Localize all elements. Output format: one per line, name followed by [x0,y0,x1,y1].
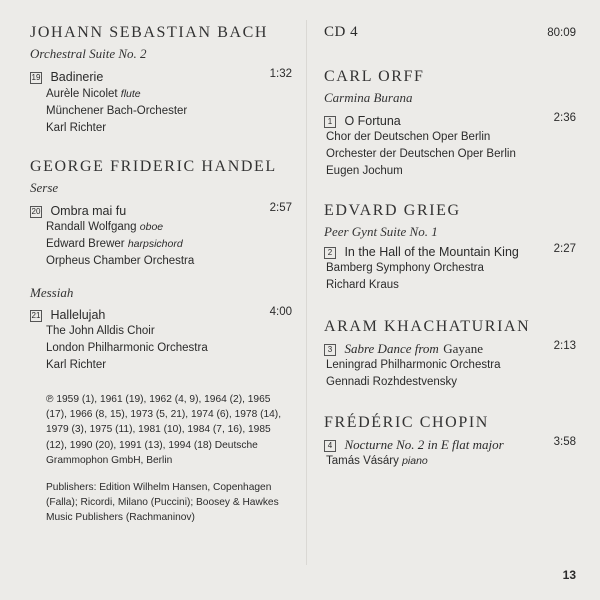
publishers-notice: Publishers: Edition Wilhelm Hansen, Copenhagen (Falla); Ricordi, Milano (Puccini); Boosey & Hawkes Music Publishers (Rachmaninov) [46,482,279,524]
performer-name: Karl Richter [46,122,107,134]
performer-role: flute [120,88,141,100]
column-divider [306,20,307,565]
work-title-serse: Serse [30,180,59,195]
composer-handel: GEORGE FRIDERIC HANDEL [30,158,277,175]
performer-name: Gennadi Rozhdestvensky [326,376,458,388]
track-title: Hallelujah [50,308,106,322]
track-row-21 [30,306,292,324]
performer-name: Orpheus Chamber Orchestra [46,255,195,267]
track-number: 3 [324,344,336,356]
track-duration: 3:58 [553,436,576,448]
track-duration: 2:36 [553,112,576,124]
performer [46,221,163,233]
track-number: 20 [31,207,41,216]
track-title-suffix: Gayane [443,341,483,356]
performer-name: Karl Richter [46,359,107,371]
work-title-messiah: Messiah [30,285,74,300]
track-title: Nocturne No. 2 in E flat major [344,437,504,452]
performer-name: Orchester der Deutschen Oper Berlin [326,148,516,160]
performer-name: Chor der Deutschen Oper Berlin [326,131,491,143]
track-row-1 [324,112,576,130]
composer-bach: JOHANN SEBASTIAN BACH [30,24,269,41]
performer-name: Bamberg Symphony Orchestra [326,262,484,274]
performer-name: Tamás Vásáry [326,455,399,467]
performer-name: The John Alldis Choir [46,325,155,337]
copyright-notice: ℗ 1959 (1), 1961 (19), 1962 (4, 9), 1964 (2), 1965 (17), 1966 (8, 15), 1973 (5, 21), 1974 (6), 1978 (14), 1979 (3), 1975 (11), 1981 (10), 1984 (7, 16), 1985 (12), 1990 (20), 1991 (13), 1994 (18) Deutsche Grammophon GmbH, Berlin [46,394,282,466]
track-title: In the Hall of the Mountain King [344,245,519,259]
track-number: 4 [324,440,336,452]
performer-name: Leningrad Philharmonic Orchestra [326,359,501,371]
track-number: 21 [31,311,41,320]
performer-role: oboe [139,221,164,233]
performer-role: harpsichord [127,238,183,250]
work-title-orchestral-suite: Orchestral Suite No. 2 [30,46,147,61]
track-number: 19 [31,73,41,82]
composer-chopin: FRÉDÉRIC CHOPIN [324,414,489,431]
performer [326,455,428,467]
track-row-4 [324,436,576,454]
track-title: O Fortuna [344,114,401,128]
performer-name: Münchener Bach-Orchester [46,105,188,117]
track-duration: 2:13 [553,340,576,352]
work-title-peer-gynt: Peer Gynt Suite No. 1 [324,224,438,239]
composer-grieg: EDVARD GRIEG [324,202,461,219]
track-row-20 [30,202,292,220]
track-title: Sabre Dance from [344,341,439,356]
performer-name: Eugen Jochum [326,165,403,177]
track-number: 2 [324,247,336,259]
performer-name: Randall Wolfgang [46,221,137,233]
track-number: 1 [324,116,336,128]
track-title: Ombra mai fu [50,204,127,218]
performer [46,238,183,250]
performer-name: Aurèle Nicolet [46,88,118,100]
performer-role: piano [402,455,428,467]
track-row-2 [324,243,576,261]
performer-name: London Philharmonic Orchestra [46,342,208,354]
track-duration: 2:27 [553,243,576,255]
composer-khachaturian: ARAM KHACHATURIAN [324,318,531,335]
performer-name: Edward Brewer [46,238,125,250]
cd-label: CD 4 [324,24,359,40]
track-duration: 1:32 [269,68,292,80]
track-row-19 [30,68,292,86]
track-row-3 [324,340,576,358]
composer-orff: CARL ORFF [324,68,425,85]
performer-name: Richard Kraus [326,279,399,291]
work-title-carmina-burana: Carmina Burana [324,90,413,105]
track-duration: 2:57 [269,202,292,214]
performer [46,88,141,100]
cd-total-duration: 80:09 [547,27,576,39]
page-number: 13 [562,568,576,582]
track-duration: 4:00 [269,306,292,318]
track-title: Badinerie [50,70,104,84]
